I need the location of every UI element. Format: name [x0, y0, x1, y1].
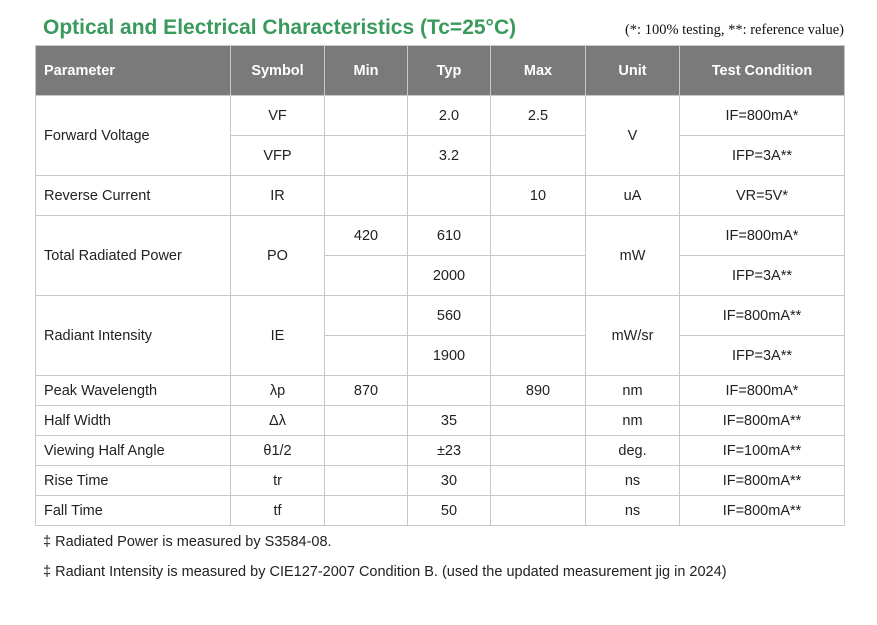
cell-max: 10	[491, 176, 586, 216]
cell-symbol: IE	[231, 296, 325, 376]
cell-condition: IFP=3A**	[680, 136, 845, 176]
cell-max	[491, 436, 586, 466]
cell-parameter: Fall Time	[36, 496, 231, 526]
cell-condition: IF=800mA*	[680, 376, 845, 406]
cell-parameter: Reverse Current	[36, 176, 231, 216]
header-symbol: Symbol	[231, 46, 325, 96]
cell-parameter: Forward Voltage	[36, 96, 231, 176]
cell-parameter: Radiant Intensity	[36, 296, 231, 376]
cell-typ: 3.2	[408, 136, 491, 176]
cell-unit: V	[586, 96, 680, 176]
cell-condition: VR=5V*	[680, 176, 845, 216]
cell-typ: 610	[408, 216, 491, 256]
cell-typ: 560	[408, 296, 491, 336]
cell-symbol: Δλ	[231, 406, 325, 436]
cell-condition: IF=800mA*	[680, 96, 845, 136]
cell-symbol: tr	[231, 466, 325, 496]
table-row	[36, 376, 845, 406]
cell-typ: 1900	[408, 336, 491, 376]
cell-typ: 35	[408, 406, 491, 436]
cell-condition: IF=800mA**	[680, 296, 845, 336]
cell-min: 420	[325, 216, 408, 256]
cell-unit: nm	[586, 376, 680, 406]
cell-min	[325, 406, 408, 436]
cell-min	[325, 496, 408, 526]
cell-typ: 50	[408, 496, 491, 526]
cell-min	[325, 256, 408, 296]
cell-max	[491, 336, 586, 376]
cell-unit: mW	[586, 216, 680, 296]
cell-min	[325, 96, 408, 136]
cell-max	[491, 256, 586, 296]
cell-min	[325, 466, 408, 496]
header-min: Min	[325, 46, 408, 96]
cell-min	[325, 176, 408, 216]
cell-condition: IFP=3A**	[680, 256, 845, 296]
page-title: Optical and Electrical Characteristics (Tc=25°C)	[43, 16, 517, 39]
cell-min	[325, 336, 408, 376]
cell-typ: 30	[408, 466, 491, 496]
cell-symbol: PO	[231, 216, 325, 296]
table-row	[36, 96, 845, 136]
characteristics-table	[35, 45, 845, 526]
cell-symbol: VF	[231, 96, 325, 136]
cell-unit: deg.	[586, 436, 680, 466]
cell-typ	[408, 176, 491, 216]
cell-max	[491, 496, 586, 526]
cell-min: 870	[325, 376, 408, 406]
cell-min	[325, 436, 408, 466]
cell-min	[325, 296, 408, 336]
header-parameter: Parameter	[36, 46, 231, 96]
cell-typ: 2000	[408, 256, 491, 296]
cell-max	[491, 136, 586, 176]
cell-typ	[408, 376, 491, 406]
table-row	[36, 466, 845, 496]
cell-symbol: λp	[231, 376, 325, 406]
cell-typ: ±23	[408, 436, 491, 466]
header-unit: Unit	[586, 46, 680, 96]
reference-note: (*: 100% testing, **: reference value)	[624, 22, 844, 38]
cell-condition: IF=800mA**	[680, 466, 845, 496]
table-row	[36, 176, 845, 216]
footnote-radiated-power: ‡ Radiated Power is measured by S3584-08.	[43, 534, 332, 550]
cell-max: 890	[491, 376, 586, 406]
cell-condition: IF=800mA**	[680, 496, 845, 526]
cell-unit: mW/sr	[586, 296, 680, 376]
cell-symbol: θ1/2	[231, 436, 325, 466]
table-row	[36, 436, 845, 466]
cell-parameter: Viewing Half Angle	[36, 436, 231, 466]
cell-symbol: tf	[231, 496, 325, 526]
cell-condition: IF=800mA**	[680, 406, 845, 436]
cell-max	[491, 406, 586, 436]
table-header-row	[36, 46, 845, 96]
footnote-radiant-intensity: ‡ Radiant Intensity is measured by CIE127-2007 Condition B. (used the updated measurement jig in 2024)	[43, 564, 727, 580]
table-row	[36, 406, 845, 436]
cell-parameter: Half Width	[36, 406, 231, 436]
cell-max	[491, 216, 586, 256]
cell-condition: IF=800mA*	[680, 216, 845, 256]
cell-max	[491, 296, 586, 336]
cell-min	[325, 136, 408, 176]
cell-parameter: Total Radiated Power	[36, 216, 231, 296]
cell-max	[491, 466, 586, 496]
cell-unit: uA	[586, 176, 680, 216]
header-typ: Typ	[408, 46, 491, 96]
cell-parameter: Rise Time	[36, 466, 231, 496]
table-row	[36, 216, 845, 256]
cell-unit: nm	[586, 406, 680, 436]
table-row	[36, 296, 845, 336]
header-max: Max	[491, 46, 586, 96]
cell-typ: 2.0	[408, 96, 491, 136]
cell-condition: IFP=3A**	[680, 336, 845, 376]
cell-unit: ns	[586, 496, 680, 526]
cell-unit: ns	[586, 466, 680, 496]
cell-condition: IF=100mA**	[680, 436, 845, 466]
table-row	[36, 496, 845, 526]
cell-symbol: VFP	[231, 136, 325, 176]
cell-parameter: Peak Wavelength	[36, 376, 231, 406]
header-test-condition: Test Condition	[680, 46, 845, 96]
cell-max: 2.5	[491, 96, 586, 136]
cell-symbol: IR	[231, 176, 325, 216]
